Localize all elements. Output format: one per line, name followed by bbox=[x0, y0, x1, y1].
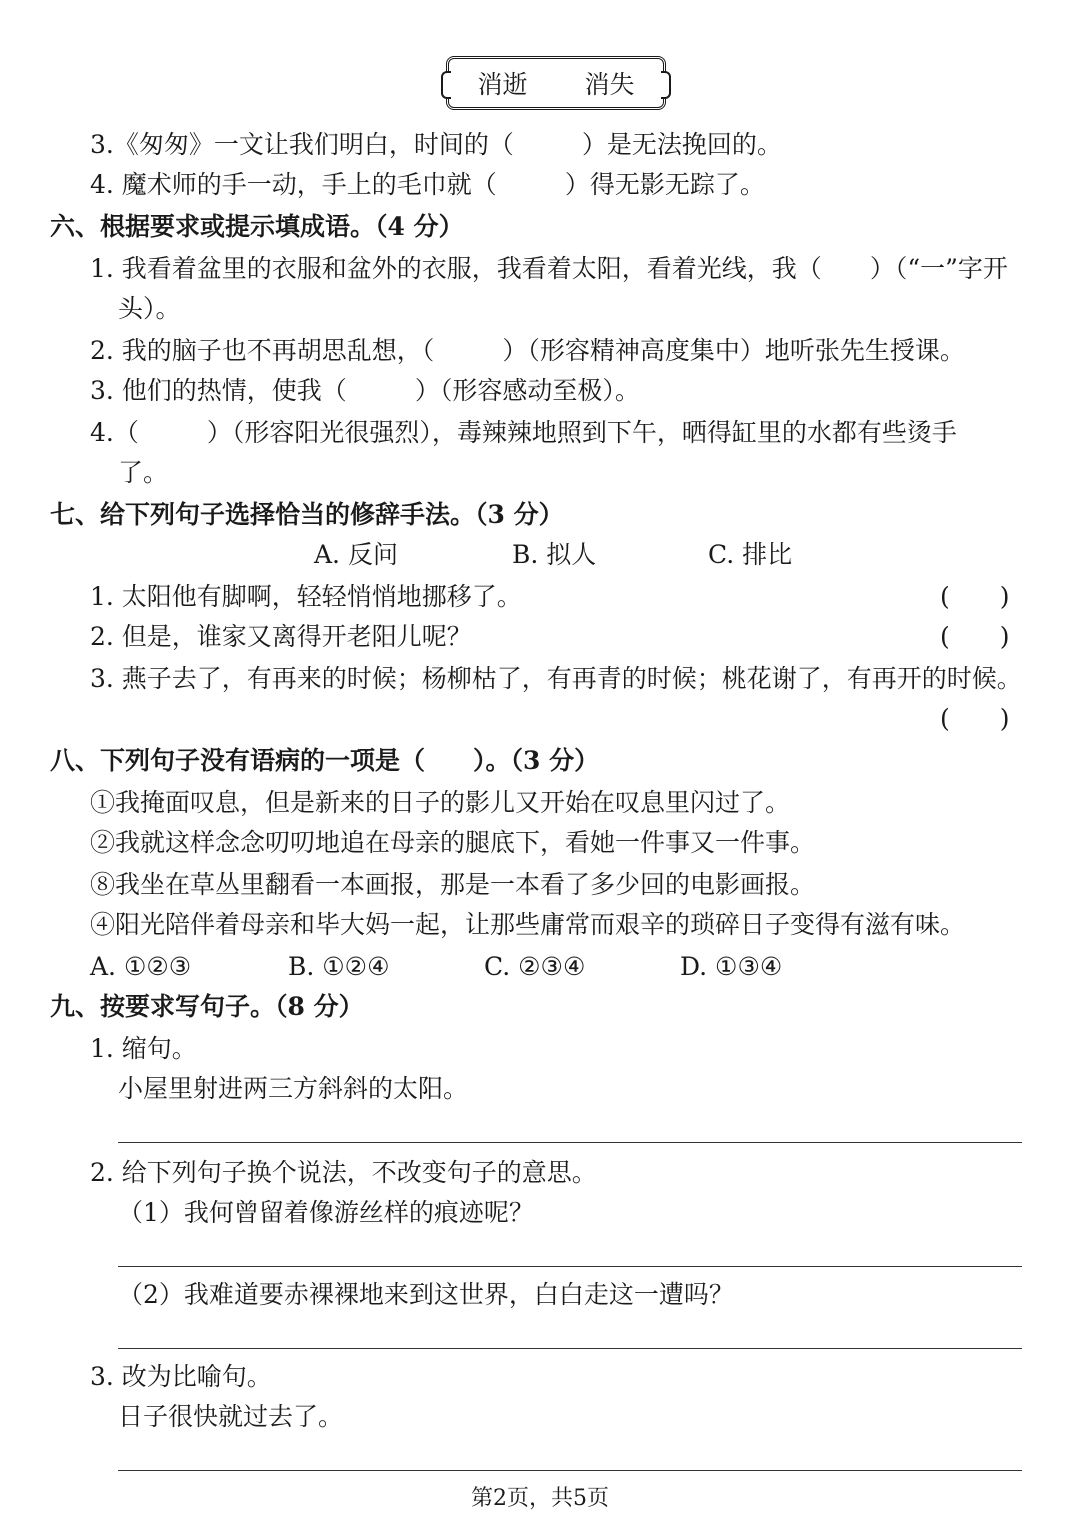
word-option-1: 消逝 bbox=[477, 70, 528, 99]
s7-item-1: 1. 太阳他有脚啊，轻轻悄悄地挪移了。 bbox=[90, 582, 522, 611]
s5-item-3: 3.《匆匆》一文让我们明白，时间的（ ）是无法挽回的。 bbox=[90, 130, 782, 159]
s9-q2-sub-1: （1）我何曾留着像游丝样的痕迹呢？ bbox=[118, 1198, 534, 1227]
s6-item-1: 1. 我看着盆里的衣服和盆外的衣服，我看着太阳，看着光线，我（ ）（“一”字开 bbox=[90, 254, 1008, 283]
rhetoric-option-a: A. 反问 bbox=[314, 540, 398, 569]
s8-choice-a[interactable]: A. ①②③ bbox=[90, 952, 192, 981]
s8-sentence-1: ①我掩面叹息，但是新来的日子的影儿又开始在叹息里闪过了。 bbox=[90, 788, 791, 817]
s9-q2-title: 2. 给下列句子换个说法，不改变句子的意思。 bbox=[90, 1158, 597, 1187]
section-6-heading: 六、根据要求或提示填成语。（4 分） bbox=[50, 212, 464, 241]
answer-line[interactable] bbox=[118, 1470, 1022, 1471]
s9-q3-sentence: 日子很快就过去了。 bbox=[118, 1402, 344, 1431]
s6-item-3: 3. 他们的热情，使我（ ）（形容感动至极）。 bbox=[90, 376, 640, 405]
s8-choice-b[interactable]: B. ①②④ bbox=[288, 952, 390, 981]
s6-item-4-cont: 了。 bbox=[118, 458, 169, 487]
answer-paren[interactable]: ( ) bbox=[940, 582, 1010, 611]
answer-paren[interactable]: ( ) bbox=[940, 704, 1010, 733]
s7-item-3: 3. 燕子去了，有再来的时候；杨柳枯了，有再青的时候；桃花谢了，有再开的时候。 bbox=[90, 664, 1022, 693]
rhetoric-option-b: B. 拟人 bbox=[512, 540, 597, 569]
section-7-heading: 七、给下列句子选择恰当的修辞手法。（3 分） bbox=[50, 500, 564, 529]
s9-q2-sub-2: （2）我难道要赤裸裸地来到这世界，白白走这一遭吗？ bbox=[118, 1280, 734, 1309]
s5-item-4: 4. 魔术师的手一动，手上的毛巾就（ ）得无影无踪了。 bbox=[90, 170, 765, 199]
s9-q1-sentence: 小屋里射进两三方斜斜的太阳。 bbox=[118, 1074, 469, 1103]
s6-item-4: 4.（ ）（形容阳光很强烈），毒辣辣地照到下午，晒得缸里的水都有些烫手 bbox=[90, 418, 957, 447]
s6-item-1-cont: 头）。 bbox=[118, 294, 181, 323]
answer-line[interactable] bbox=[118, 1142, 1022, 1143]
section-9-heading: 九、按要求写句子。（8 分） bbox=[50, 992, 364, 1021]
section-8-heading: 八、下列句子没有语病的一项是（ ）。（3 分） bbox=[50, 746, 600, 775]
word-choice-box bbox=[446, 56, 666, 110]
s8-choice-d[interactable]: D. ①③④ bbox=[680, 952, 783, 981]
word-option-2: 消失 bbox=[584, 70, 635, 99]
rhetoric-option-c: C. 排比 bbox=[708, 540, 793, 569]
s6-item-2: 2. 我的脑子也不再胡思乱想，（ ）（形容精神高度集中）地听张先生授课。 bbox=[90, 336, 965, 365]
s8-choice-c[interactable]: C. ②③④ bbox=[484, 952, 586, 981]
s8-sentence-4: ④阳光陪伴着母亲和毕大妈一起，让那些庸常而艰辛的琐碎日子变得有滋有味。 bbox=[90, 910, 966, 939]
answer-line[interactable] bbox=[118, 1348, 1022, 1349]
s8-sentence-3: ⑧我坐在草丛里翻看一本画报，那是一本看了多少回的电影画报。 bbox=[90, 870, 816, 899]
page-number: 第2页，共5页 bbox=[471, 1486, 609, 1511]
s9-q1-title: 1. 缩句。 bbox=[90, 1034, 197, 1063]
s9-q3-title: 3. 改为比喻句。 bbox=[90, 1362, 272, 1391]
s8-sentence-2: ②我就这样念念叨叨地追在母亲的腿底下，看她一件事又一件事。 bbox=[90, 828, 816, 857]
answer-line[interactable] bbox=[118, 1266, 1022, 1267]
s7-item-2: 2. 但是，谁家又离得开老阳儿呢？ bbox=[90, 622, 472, 651]
answer-paren[interactable]: ( ) bbox=[940, 622, 1010, 651]
